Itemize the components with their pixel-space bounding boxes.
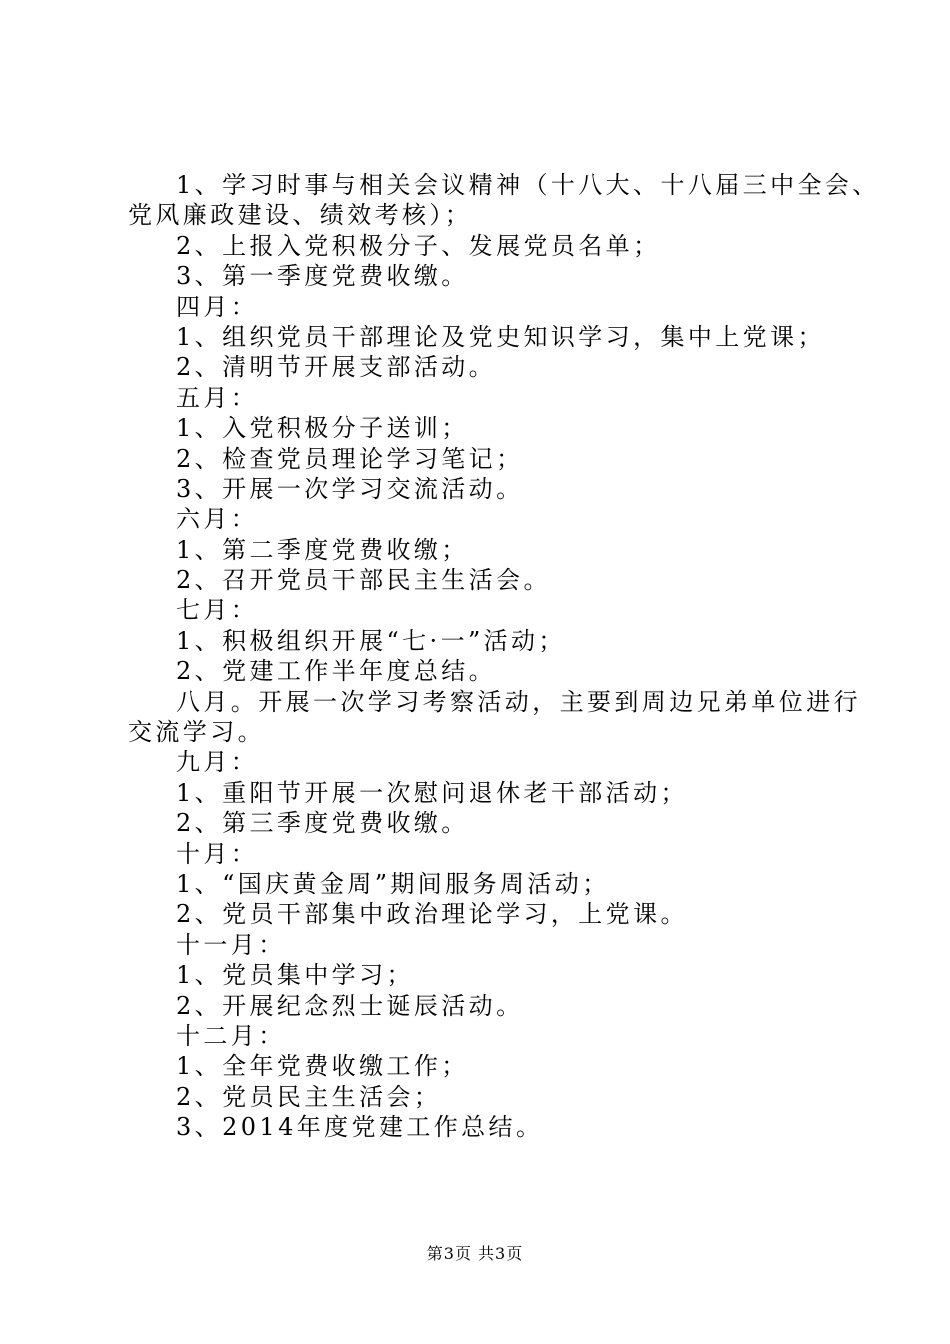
text-line: 七月： bbox=[176, 596, 259, 625]
page-number-label: 第3页 共3页 bbox=[426, 1244, 524, 1263]
text-line: 2、召开党员干部民主生活会。 bbox=[176, 566, 551, 595]
text-line: 2、党建工作半年度总结。 bbox=[176, 657, 497, 686]
text-line: 3、第一季度党费收缴。 bbox=[176, 262, 469, 291]
text-line: 1、党员集中学习； bbox=[176, 961, 414, 990]
text-line: 六月： bbox=[176, 505, 259, 534]
text-line: 五月： bbox=[176, 383, 259, 412]
text-line: 2、检查党员理论学习笔记； bbox=[176, 444, 524, 473]
text-line: 3、开展一次学习交流活动。 bbox=[176, 474, 524, 503]
text-line: 2、党员干部集中政治理论学习，上党课。 bbox=[176, 900, 688, 929]
text-line: 1、全年党费收缴工作； bbox=[176, 1052, 469, 1081]
text-line: 2、上报入党积极分子、发展党员名单； bbox=[176, 231, 661, 260]
document-body bbox=[128, 170, 880, 1143]
text-line: 2、党员民主生活会； bbox=[176, 1082, 442, 1111]
text-line: 2、清明节开展支部活动。 bbox=[176, 353, 497, 382]
text-line: 十月： bbox=[176, 839, 259, 868]
text-line: 四月： bbox=[176, 292, 259, 321]
text-line: 1、积极组织开展“七·一”活动； bbox=[176, 626, 566, 655]
text-line: 1、“国庆黄金周”期间服务周活动； bbox=[176, 869, 610, 898]
text-line: 十一月： bbox=[176, 930, 286, 959]
text-line: 2、第三季度党费收缴。 bbox=[176, 809, 469, 838]
text-line: 2、开展纪念烈士诞辰活动。 bbox=[176, 991, 524, 1020]
text-line: 八月。开展一次学习考察活动，主要到周边兄弟单位进行 bbox=[176, 687, 861, 716]
text-line: 1、入党积极分子送训； bbox=[176, 414, 469, 443]
text-line: 1、学习时事与相关会议精神（十八大、十八届三中全会、 bbox=[176, 171, 880, 199]
text-line: 交流学习。 bbox=[128, 718, 265, 747]
page-footer bbox=[0, 1243, 950, 1265]
text-line: 1、组织党员干部理论及党史知识学习，集中上党课； bbox=[176, 322, 825, 351]
text-line: 九月： bbox=[176, 748, 259, 777]
text-line: 十二月： bbox=[176, 1021, 286, 1050]
text-line: 3、2014年度党建工作总结。 bbox=[176, 1113, 544, 1142]
text-line: 1、第二季度党费收缴； bbox=[176, 535, 469, 564]
text-line: 党风廉政建设、绩效考核）； bbox=[128, 201, 473, 230]
text-line: 1、重阳节开展一次慰问退休老干部活动； bbox=[176, 778, 688, 807]
